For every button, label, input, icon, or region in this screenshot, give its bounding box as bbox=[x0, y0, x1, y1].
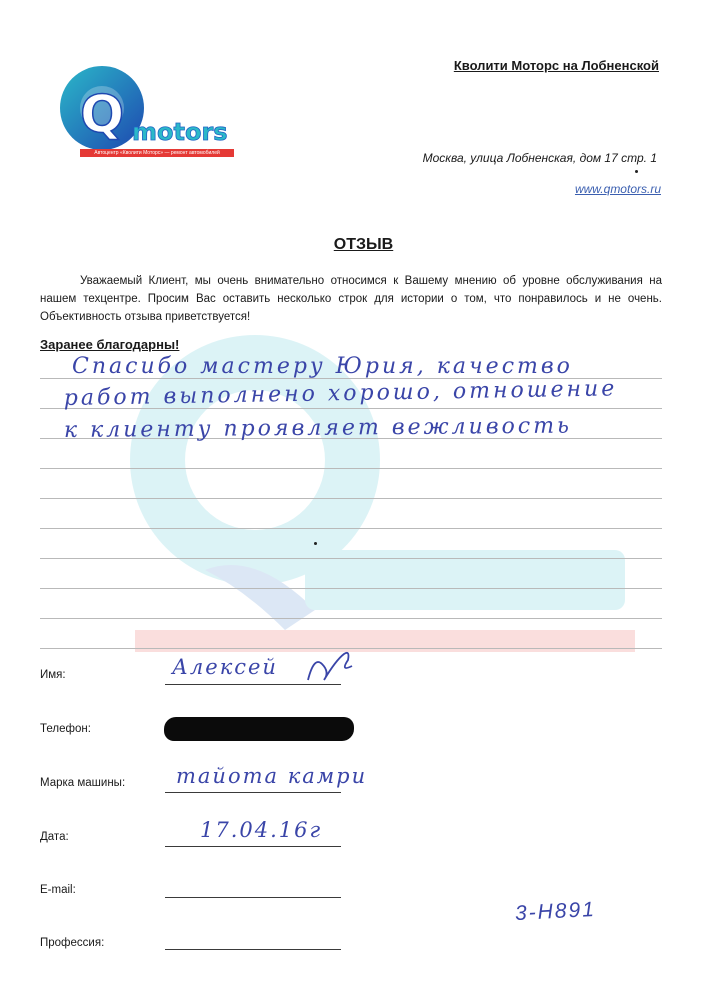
car-value: тайота камри bbox=[176, 764, 368, 788]
email-field-line bbox=[165, 897, 341, 898]
email-label: E-mail: bbox=[40, 884, 76, 896]
ruled-line bbox=[40, 498, 662, 499]
ink-dot bbox=[635, 170, 638, 173]
company-name: Кволити Моторс на Лобненской bbox=[453, 58, 659, 73]
date-label: Дата: bbox=[40, 831, 69, 843]
logo-tagline: Автоцентр «Кволити Моторс» — ремонт автомобилей bbox=[80, 149, 234, 157]
review-line: к клиенту проявляет вежливость bbox=[63, 413, 573, 443]
website-link[interactable]: www.qmotors.ru bbox=[574, 182, 661, 196]
ink-dot bbox=[314, 542, 317, 545]
ruled-line bbox=[40, 588, 662, 589]
ruled-line bbox=[40, 618, 662, 619]
thanks-heading: Заранее благодарны! bbox=[40, 337, 180, 352]
date-value: 17.04.16г bbox=[200, 818, 323, 842]
date-field-line bbox=[165, 846, 341, 847]
phone-label: Телефон: bbox=[40, 723, 91, 735]
ruled-line bbox=[40, 558, 662, 559]
name-label: Имя: bbox=[40, 669, 66, 681]
signature bbox=[300, 646, 360, 686]
ruled-line bbox=[40, 468, 662, 469]
review-line: Спасибо мастеру Юрия, качество bbox=[72, 354, 573, 379]
qmotors-logo bbox=[50, 60, 240, 160]
name-value: Алексей bbox=[172, 655, 278, 679]
car-field-line bbox=[165, 792, 341, 793]
handwritten-number: 3-Н891 bbox=[514, 897, 597, 926]
ruled-line bbox=[40, 528, 662, 529]
car-label: Марка машины: bbox=[40, 777, 126, 789]
profession-label: Профессия: bbox=[40, 937, 105, 949]
svg-text:motors: motors bbox=[132, 118, 228, 146]
document-title: ОТЗЫВ bbox=[333, 236, 394, 253]
company-address: Москва, улица Лобненская, дом 17 стр. 1 bbox=[422, 151, 657, 165]
svg-text:Q: Q bbox=[80, 85, 125, 145]
redacted-phone bbox=[164, 717, 354, 741]
profession-field-line bbox=[165, 949, 341, 950]
intro-paragraph: Уважаемый Клиент, мы очень внимательно относимся к Вашему мнению об уровне обслуживания на нашем техцентре. Просим Вас оставить несколько строк для истории о том, что понравилось и не очень. Объективность отзыва приветствуется! bbox=[40, 275, 662, 323]
review-line: работ выполнено хорошо, отношение bbox=[63, 376, 618, 411]
